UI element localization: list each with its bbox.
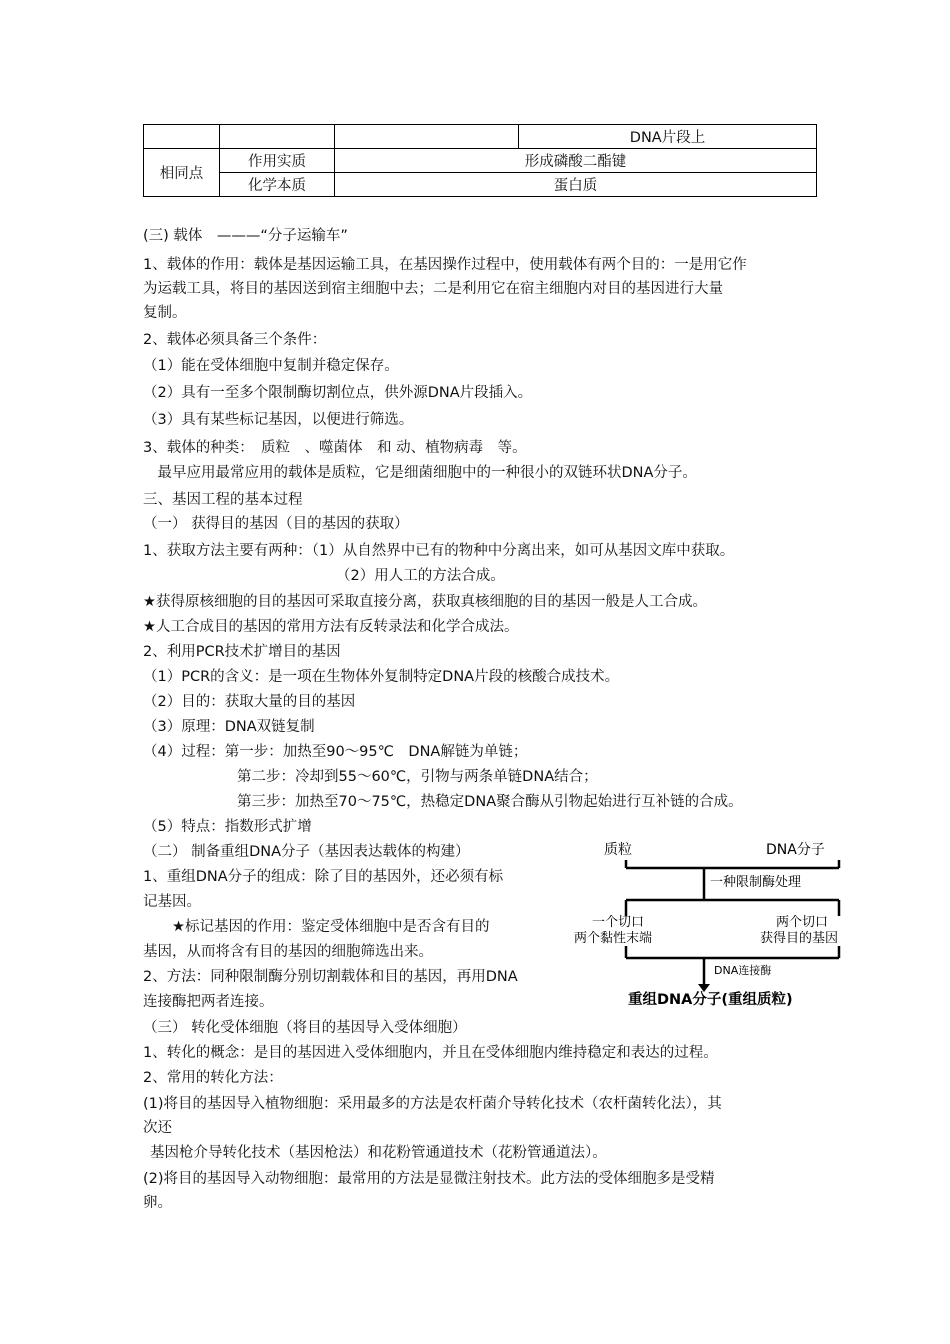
text-line: 2、利用PCR技术扩增目的基因: [143, 644, 341, 660]
table-row: [144, 173, 817, 197]
section-heading: (三) 载体 ———“分子运输车”: [143, 228, 348, 244]
text-line: 复制。: [143, 305, 187, 321]
diagram-label: 一种限制酶处理: [710, 875, 802, 890]
text-line: （2）用人工的方法合成。: [336, 568, 505, 584]
diagram-label: 两个切口: [776, 915, 829, 930]
comparison-table: [143, 124, 817, 197]
table-row: [144, 125, 817, 149]
text-line: 基因，从而将含有目的基因的细胞筛选出来。: [143, 944, 433, 960]
table-cell: [220, 125, 335, 149]
text-line: 1、重组DNA分子的组成：除了目的基因外，还必须有标: [143, 869, 504, 885]
table-cell: [144, 125, 220, 149]
text-line: 2、载体必须具备三个条件：: [143, 332, 327, 348]
text-line: 为运载工具，将目的基因送到宿主细胞中去；二是利用它在宿主细胞内对目的基因进行大量: [143, 281, 723, 297]
text-line: (1)将目的基因导入植物细胞：采用最多的方法是农杆菌介导转化技术（农杆菌转化法），其: [143, 1096, 722, 1112]
text-line: （3）原理：DNA双链复制: [143, 719, 315, 735]
text-line: 基因枪介导转化技术（基因枪法）和花粉管通道技术（花粉管通道法）。: [150, 1145, 607, 1161]
diagram-label: 一个切口: [592, 915, 645, 930]
text-line: ★人工合成目的基因的常用方法有反转录法和化学合成法。: [143, 619, 519, 635]
text-line: （2）具有一至多个限制酶切割位点，供外源DNA片段插入。: [143, 385, 533, 401]
text-line: 2、方法：同种限制酶分别切割载体和目的基因，再用DNA: [143, 969, 518, 985]
text-line: 2、常用的转化方法：: [143, 1070, 283, 1086]
text-line: (2)将目的基因导入动物细胞：最常用的方法是显微注射技术。此方法的受体细胞多是受精: [143, 1171, 715, 1187]
section-heading: （三） 转化受体细胞（将目的基因导入受体细胞）: [143, 1020, 467, 1036]
table-row: [144, 149, 817, 173]
table-cell: 化学本质: [220, 173, 335, 197]
recombinant-dna-diagram: [568, 834, 868, 1014]
diagram-label: 质粒: [604, 842, 632, 858]
text-line: （5）特点：指数形式扩增: [143, 819, 312, 835]
table-cell: DNA片段上: [519, 125, 817, 149]
text-line: 最早应用最常应用的载体是质粒，它是细菌细胞中的一种很小的双链环状DNA分子。: [143, 465, 697, 481]
text-line: 1、载体的作用：载体是基因运输工具，在基因操作过程中，使用载体有两个目的：一是用它作: [143, 257, 747, 273]
section-heading: （二） 制备重组DNA分子（基因表达载体的构建）: [143, 844, 470, 860]
text-line: （2）目的：获取大量的目的基因: [143, 694, 356, 710]
text-line: （3）具有某些标记基因，以便进行筛选。: [143, 412, 414, 428]
text-line: 1、转化的概念：是目的基因进入受体细胞内，并且在受体细胞内维持稳定和表达的过程。: [143, 1045, 718, 1061]
text-line: 连接酶把两者连接。: [143, 994, 274, 1010]
diagram-label: DNA分子: [766, 842, 825, 858]
section-heading: 三、基因工程的基本过程: [143, 492, 303, 508]
text-line: ★标记基因的作用：鉴定受体细胞中是否含有目的: [172, 919, 490, 935]
diagram-label: 重组DNA分子(重组质粒): [628, 992, 793, 1008]
text-line: （1）能在受体细胞中复制并稳定保存。: [143, 358, 399, 374]
text-line: 次还: [143, 1120, 172, 1136]
text-line: 卵。: [143, 1195, 172, 1211]
text-line: （4）过程：第一步：加热至90～95℃ DNA解链为单链；: [143, 744, 528, 760]
table-cell: 作用实质: [220, 149, 335, 173]
text-line: 记基因。: [143, 894, 201, 910]
text-line: 3、载体的种类： 质粒 、噬菌体 和 动、植物病毒 等。: [143, 440, 527, 456]
table-cell: [335, 125, 519, 149]
table-cell: 相同点: [144, 149, 220, 197]
text-line: （1）PCR的含义：是一项在生物体外复制特定DNA片段的核酸合成技术。: [143, 669, 620, 685]
text-line: 1、获取方法主要有两种：（1）从自然界中已有的物种中分离出来，如可从基因文库中获取。: [143, 543, 735, 559]
diagram-label: 两个黏性末端: [574, 931, 653, 946]
diagram-label: DNA连接酶: [714, 964, 772, 977]
text-line: ★获得原核细胞的目的基因可采取直接分离，获取真核细胞的目的基因一般是人工合成。: [143, 594, 707, 610]
text-line: 第二步：冷却到55～60℃，引物与两条单链DNA结合；: [237, 769, 598, 785]
section-heading: （一） 获得目的基因（目的基因的获取）: [143, 516, 409, 532]
diagram-label: 获得目的基因: [760, 931, 839, 946]
table-cell: 蛋白质: [335, 173, 817, 197]
text-line: 第三步：加热至70～75℃，热稳定DNA聚合酶从引物起始进行互补链的合成。: [237, 794, 743, 810]
table-cell: 形成磷酸二酯键: [335, 149, 817, 173]
